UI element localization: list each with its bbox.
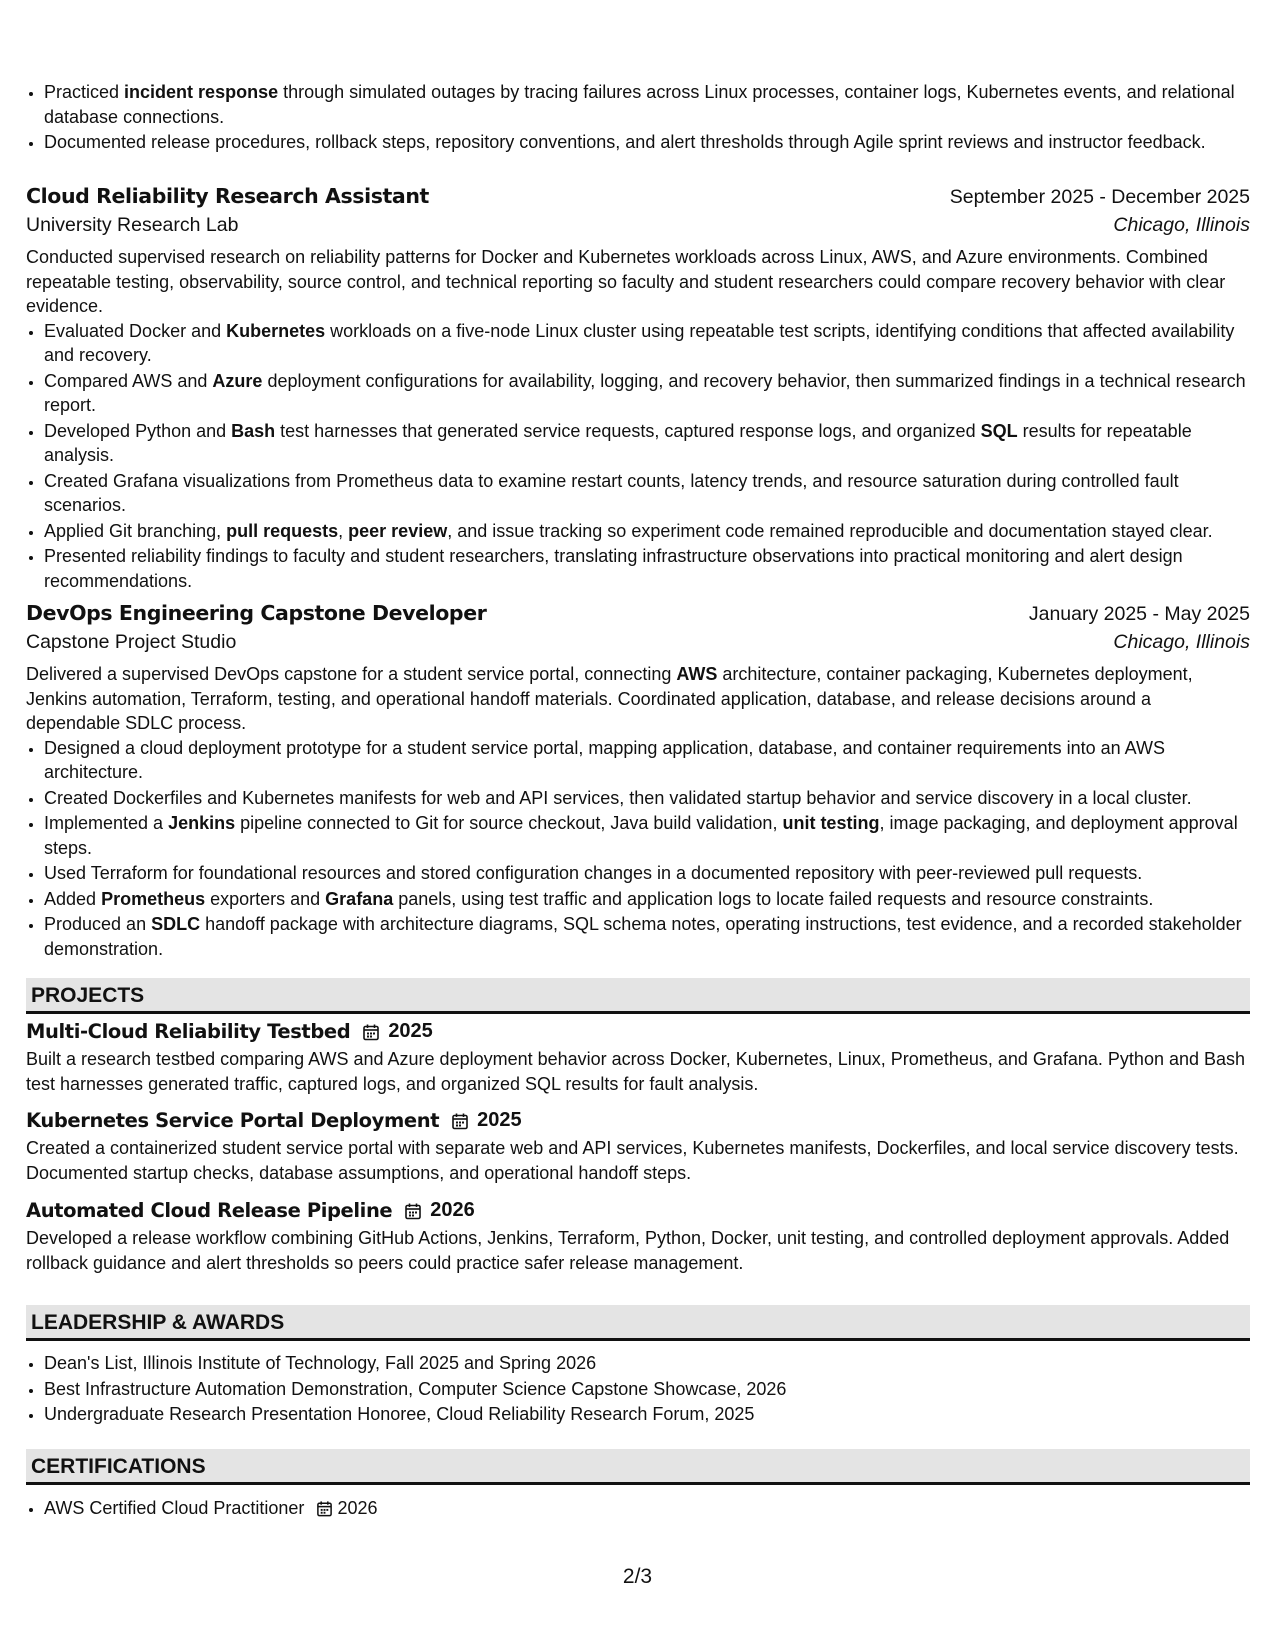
bold-keyword: SDLC xyxy=(151,914,201,934)
job-organization: University Research Lab xyxy=(26,214,239,236)
project-description: Developed a release workflow combining GitHub Actions, Jenkins, Terraform, Python, Docker, unit testing, and controlled deployment approvals. Added rollback guidance and alert thresholds so peers could practice safer release management. xyxy=(26,1228,1230,1273)
award-item: • Best Infrastructure Automation Demonstration, Computer Science Capstone Showcase, 2026 xyxy=(44,1377,1268,1402)
bold-keyword: Kubernetes xyxy=(226,320,326,341)
bullet-item: • Implemented a Jenkins pipeline connected to Git for source checkout, Java build validation, unit testing, image packaging, and deployment approval steps. xyxy=(44,811,1250,860)
job-title: DevOps Engineering Capstone Developer xyxy=(26,601,487,625)
job-bullets xyxy=(26,736,1250,962)
job-dates: September 2025 - December 2025 xyxy=(949,186,1250,208)
calendar-icon xyxy=(404,1202,422,1220)
bold-keyword: Grafana xyxy=(325,888,394,909)
bold-keyword: incident response xyxy=(124,82,279,102)
bold-keyword: Azure xyxy=(212,370,263,391)
bullet-item: • Added Prometheus exporters and Grafana panels, using test traffic and application logs to locate failed requests and resource constraints. xyxy=(44,887,1250,912)
award-item: • Undergraduate Research Presentation Honoree, Cloud Reliability Research Forum, 2025 xyxy=(44,1402,1268,1427)
section-header-leadership xyxy=(26,1305,1250,1341)
project-item xyxy=(26,1020,1250,1096)
job-summary: Conducted supervised research on reliability patterns for Docker and Kubernetes workloads across Linux, AWS, and Azure environments. Combined repeatable testing, observability, source control, and technical reporting so faculty and student researchers could compare recovery behavior with clear evidence. xyxy=(26,247,1226,316)
project-description: Created a containerized student service portal with separate web and API services, Kubernetes manifests, Dockerfiles, and local service discovery tests. Documented startup checks, database assumptions, and operational handoff steps. xyxy=(26,1138,1239,1183)
section-title: CERTIFICATIONS xyxy=(31,1455,206,1478)
bullet-item: • Designed a cloud deployment prototype for a student service portal, mapping application, database, and container requirements into an AWS architecture. xyxy=(44,736,1250,785)
project-title: Multi-Cloud Reliability Testbed xyxy=(26,1020,351,1043)
bullet-item: • Created Grafana visualizations from Prometheus data to examine restart counts, latency trends, and resource saturation during controlled fault scenarios. xyxy=(44,469,1250,518)
job-location: Chicago, Illinois xyxy=(1113,631,1250,653)
project-title: Automated Cloud Release Pipeline xyxy=(26,1199,393,1222)
previous-role-bullets xyxy=(26,80,1268,156)
bold-keyword: Prometheus xyxy=(101,888,206,909)
award-item: • Dean's List, Illinois Institute of Technology, Fall 2025 and Spring 2026 xyxy=(44,1351,1268,1376)
bold-keyword: Bash xyxy=(231,420,276,441)
bullet-item: • Compared AWS and Azure deployment configurations for availability, logging, and recovery behavior, then summarized findings in a technical research report. xyxy=(44,369,1250,418)
project-title: Kubernetes Service Portal Deployment xyxy=(26,1109,440,1132)
page-number: 2/3 xyxy=(622,1565,653,1588)
bullet-item: • Used Terraform for foundational resources and stored configuration changes in a documented repository with peer-reviewed pull requests. xyxy=(44,861,1250,886)
calendar-icon xyxy=(451,1112,469,1130)
bullet-item: • Evaluated Docker and Kubernetes workloads on a five-node Linux cluster using repeatable test scripts, identifying conditions that affected availability and recovery. xyxy=(44,319,1250,368)
bullet-item: • Documented release procedures, rollback steps, repository conventions, and alert thresholds through Agile sprint reviews and instructor feedback. xyxy=(44,130,1268,155)
certifications-list xyxy=(26,1496,1268,1522)
bullet-item: • Applied Git branching, pull requests, peer review, and issue tracking so experiment code remained reproducible and documentation stayed clear. xyxy=(44,519,1250,544)
bold-keyword: pull requests xyxy=(226,520,339,541)
calendar-icon xyxy=(316,1500,333,1517)
job-research-assistant xyxy=(26,184,1250,594)
bold-keyword: SQL xyxy=(980,420,1018,441)
project-description: Built a research testbed comparing AWS and Azure deployment behavior across Docker, Kubernetes, Linux, Prometheus, and Grafana. Python and Bash test harnesses generated traffic, captured logs, and organized SQL results for fault analysis. xyxy=(26,1049,1246,1094)
bold-keyword: unit testing xyxy=(782,813,880,833)
job-title: Cloud Reliability Research Assistant xyxy=(26,184,429,208)
bullet-item: • Developed Python and Bash test harnesses that generated service requests, captured response logs, and organized SQL results for repeatable analysis. xyxy=(44,419,1250,468)
job-organization: Capstone Project Studio xyxy=(26,631,237,653)
leadership-list xyxy=(26,1351,1268,1428)
job-dates: January 2025 - May 2025 xyxy=(1028,603,1250,625)
certification-year: 2026 xyxy=(337,1498,378,1518)
project-item xyxy=(26,1199,1250,1275)
job-capstone-developer xyxy=(26,601,1250,962)
project-year: 2025 xyxy=(477,1109,522,1131)
section-header-projects xyxy=(26,978,1250,1014)
certification-item xyxy=(44,1496,1268,1521)
job-bullets xyxy=(26,319,1250,594)
bullet-item: • Presented reliability findings to faculty and student researchers, translating infrastructure observations into practical monitoring and alert design recommendations. xyxy=(44,544,1250,593)
calendar-icon xyxy=(362,1023,380,1041)
section-title: PROJECTS xyxy=(31,984,145,1007)
job-location: Chicago, Illinois xyxy=(1113,214,1250,236)
project-year: 2026 xyxy=(430,1199,475,1221)
bold-keyword: AWS xyxy=(676,664,718,684)
bold-keyword: peer review xyxy=(348,520,448,541)
bold-keyword: Jenkins xyxy=(168,813,236,833)
bullet-item: • Practiced incident response through simulated outages by tracing failures across Linux processes, container logs, Kubernetes events, and relational database connections. xyxy=(44,80,1268,129)
bullet-item: • Produced an SDLC handoff package with architecture diagrams, SQL schema notes, operating instructions, test evidence, and a recorded stakeholder demonstration. xyxy=(44,912,1250,961)
project-item xyxy=(26,1109,1250,1185)
certification-name: • AWS Certified Cloud Practitioner xyxy=(44,1498,305,1518)
bullet-item: • Created Dockerfiles and Kubernetes manifests for web and API services, then validated startup behavior and service discovery in a local cluster. xyxy=(44,786,1250,811)
project-year: 2025 xyxy=(388,1020,433,1042)
section-title: LEADERSHIP & AWARDS xyxy=(31,1311,285,1334)
job-summary: Delivered a supervised DevOps capstone for a student service portal, connecting AWS architecture, container packaging, Kubernetes deployment, Jenkins automation, Terraform, testing, and operational handoff materials. Coordinated application, database, and release decisions around a dependable SDLC process. xyxy=(26,664,1193,733)
section-header-certifications xyxy=(26,1449,1250,1485)
